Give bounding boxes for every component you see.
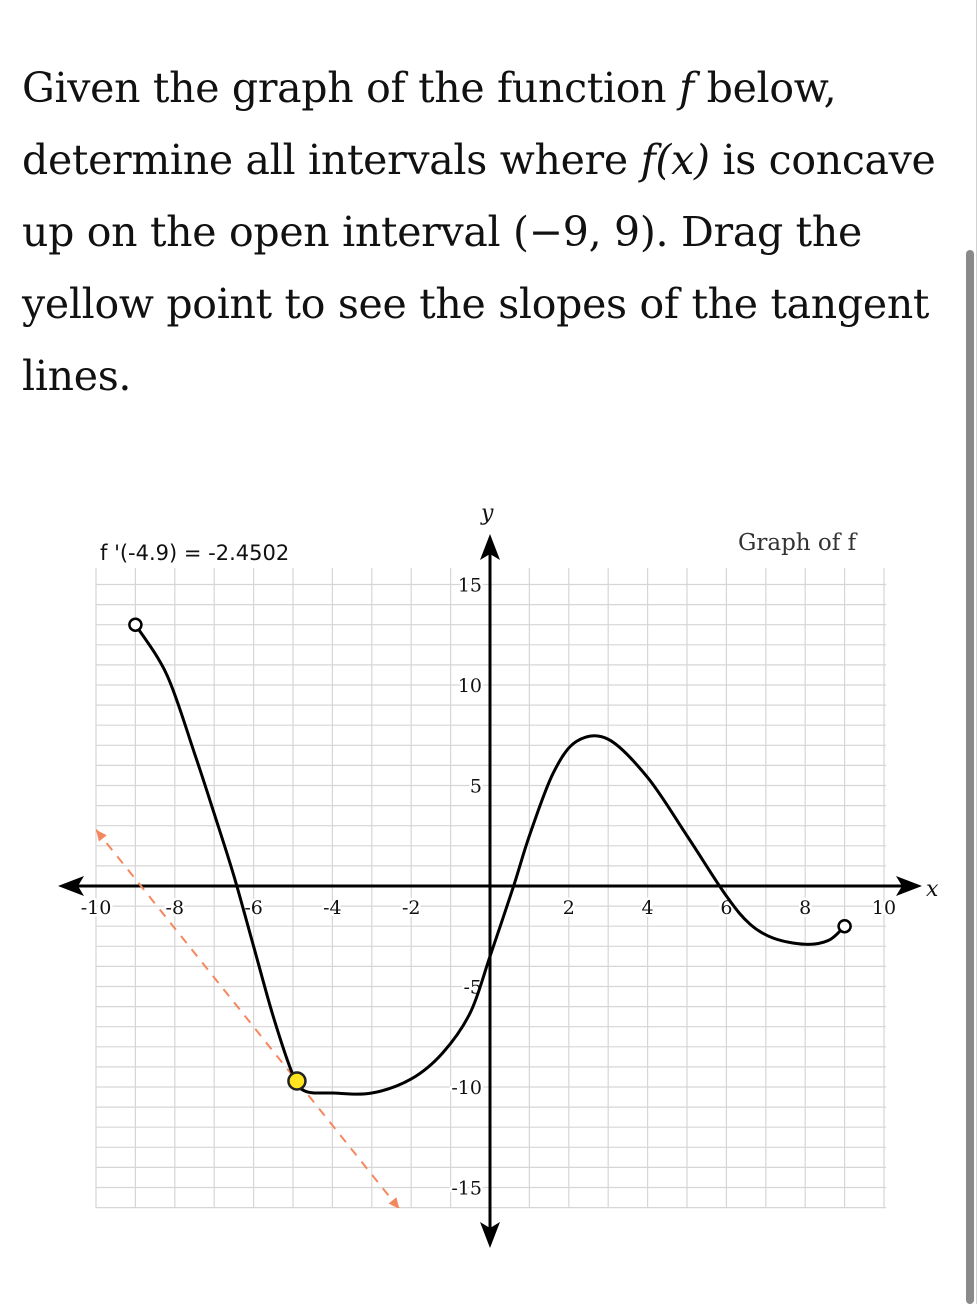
- function-symbol: f: [679, 64, 694, 112]
- open-endpoint: [129, 619, 141, 631]
- window-edge: [976, 0, 977, 1304]
- x-tick-label: -4: [323, 897, 342, 919]
- x-tick-label: 6: [720, 897, 733, 919]
- question-part-1: Given the graph of the function: [22, 64, 680, 112]
- x-tick-label: -10: [80, 897, 112, 919]
- x-tick-label: 8: [799, 897, 812, 919]
- y-tick-label: -15: [451, 1177, 482, 1200]
- x-tick-label: 4: [641, 897, 654, 919]
- x-tick-label: -8: [165, 897, 185, 919]
- question-text: [22, 52, 962, 412]
- open-endpoint: [839, 920, 851, 932]
- tangent-arrow-start: [96, 830, 107, 842]
- axes: [58, 534, 922, 1248]
- y-axis-label: y: [481, 501, 494, 526]
- x-tick-label: 2: [562, 897, 575, 919]
- x-tick-label: 10: [871, 897, 897, 919]
- y-tick-label: -10: [451, 1077, 482, 1099]
- y-tick-label: 15: [457, 574, 482, 597]
- y-tick-label: 10: [457, 675, 482, 697]
- x-tick-label: -6: [244, 897, 263, 919]
- function-expression: f(x): [640, 136, 710, 184]
- draggable-point[interactable]: [288, 1072, 305, 1089]
- x-axis-label: x: [926, 877, 939, 902]
- y-tick-label: -5: [463, 976, 482, 999]
- y-tick-label: 5: [469, 775, 482, 798]
- scrollbar[interactable]: [966, 250, 974, 1304]
- function-graph: [0, 460, 960, 1260]
- graph-title: Graph of f: [738, 530, 857, 556]
- question-part-4: . Drag the yellow point to see the slopes of the tangent lines.: [22, 208, 930, 400]
- question-part-3: is concave up on the open interval: [22, 136, 936, 256]
- x-tick-label: -2: [401, 897, 421, 919]
- interval-expression: (−9, 9): [513, 208, 656, 256]
- question-part-2: below, determine all intervals where: [22, 64, 837, 184]
- derivative-readout: f '(-4.9) = -2.4502: [100, 541, 290, 565]
